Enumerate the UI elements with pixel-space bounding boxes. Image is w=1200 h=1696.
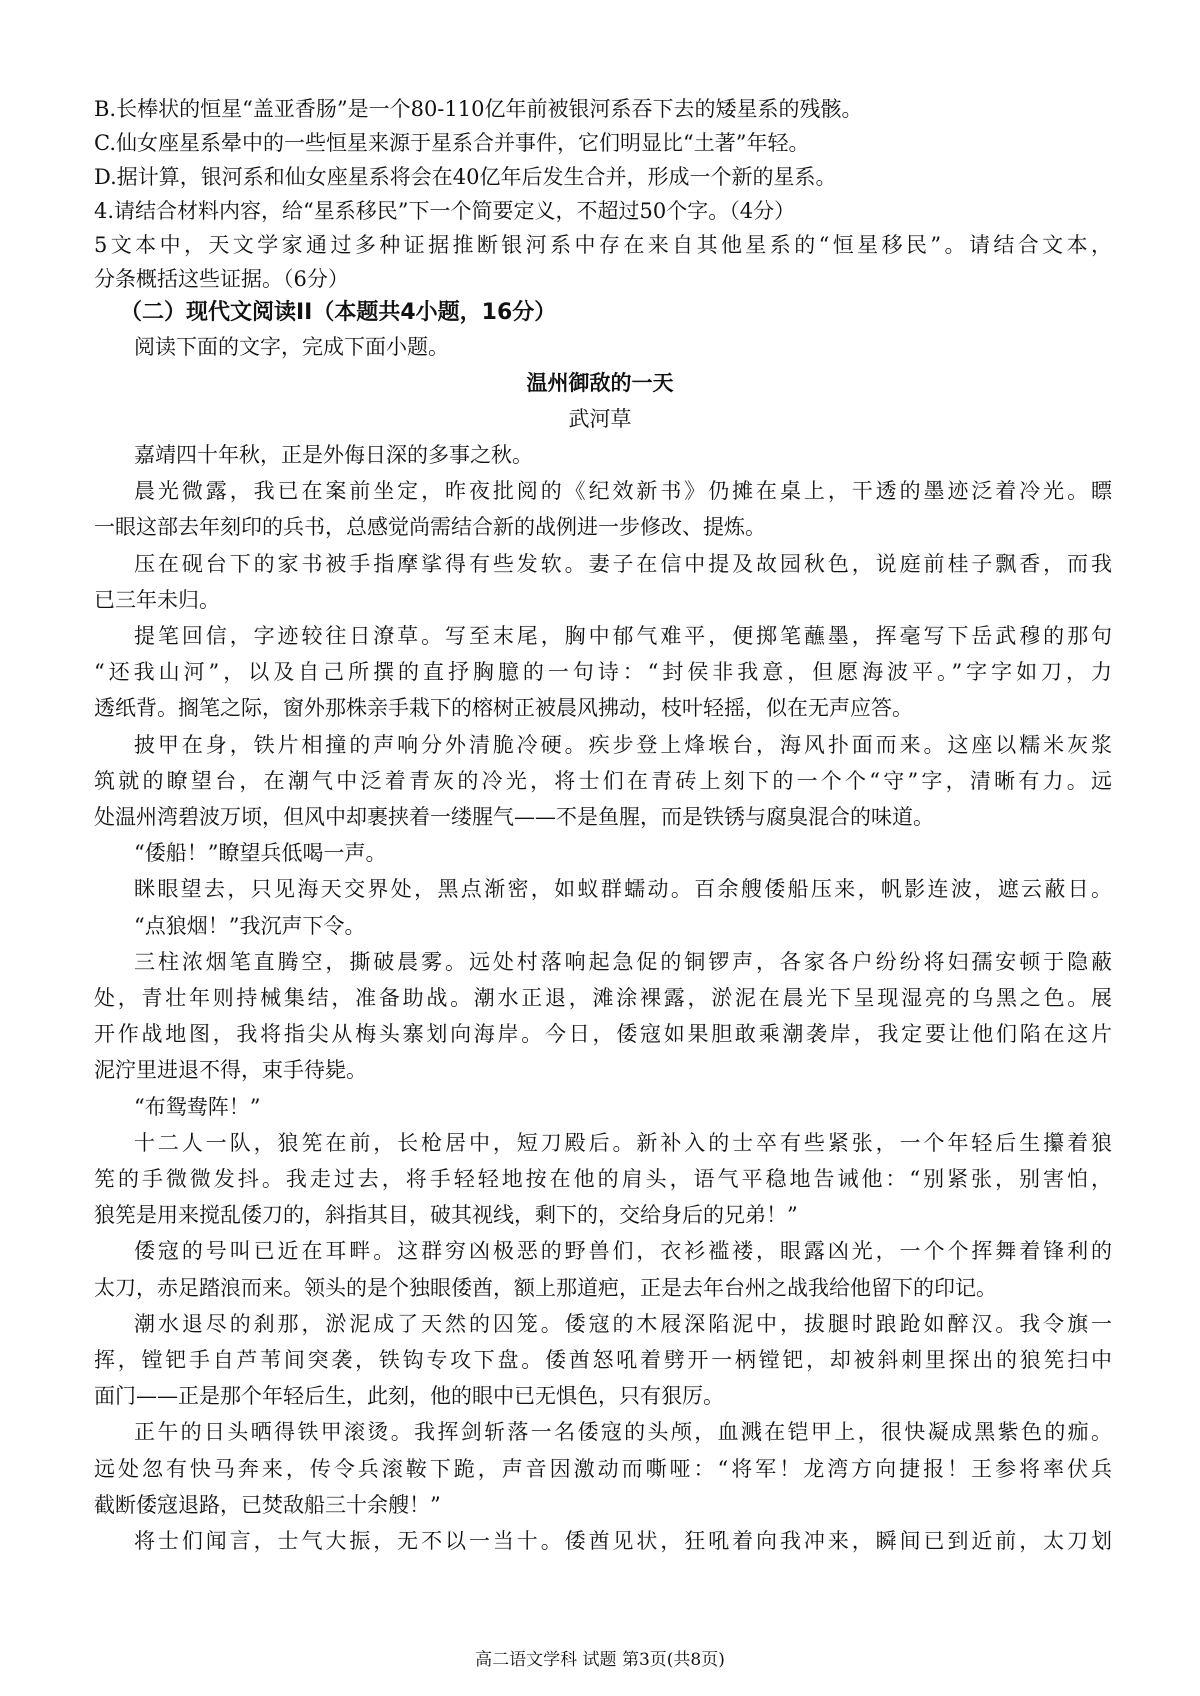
article-line: 压在砚台下的家书被手指摩挲得有些发软。妻子在信中提及故园秋色，说庭前桂子飘香，而我 — [134, 552, 1112, 576]
question-5-line-2: 分条概括这些证据。（6分） — [94, 267, 349, 291]
article-line: 提笔回信，字迹较往日潦草。写至末尾，胸中郁气难平，便掷笔蘸墨，挥毫写下岳武穆的那句 — [134, 624, 1112, 648]
article-line: “倭船！”瞭望兵低喝一声。 — [134, 841, 387, 865]
article-line: 潮水退尽的刹那，淤泥成了天然的囚笼。倭寇的木屐深陷泥中，拔腿时踉跄如醉汉。我令旗一 — [134, 1312, 1112, 1336]
article-line: 晨光微露，我已在案前坐定，昨夜批阅的《纪效新书》仍摊在桌上，干透的墨迹泛着冷光。瞟 — [134, 479, 1112, 503]
article-line: 处温州湾碧波万顷，但风中却裹挟着一缕腥气——不是鱼腥，而是铁锈与腐臭混合的味道。 — [94, 805, 934, 829]
article-line: 远处忽有快马奔来，传令兵滚鞍下跪，声音因激动而嘶哑：“将军！龙湾方向捷报！王参将率伏兵 — [94, 1457, 1112, 1481]
article-line: “点狼烟！”我沉声下令。 — [134, 914, 366, 938]
article-line: 挥，镗钯手自芦苇间突袭，铁钩专攻下盘。倭酋怒吼着劈开一柄镗钯，却被斜刺里探出的狼筅扫中 — [94, 1348, 1112, 1372]
article-title: 温州御敌的一天 — [526, 371, 674, 395]
article-line: 将士们闻言，士气大振，无不以一当十。倭酋见状，狂吼着向我冲来，瞬间已到近前，太刀划 — [134, 1529, 1112, 1553]
section-instruction: 阅读下面的文字，完成下面小题。 — [134, 335, 449, 359]
article-line: 截断倭寇退路，已焚敌船三十余艘！” — [94, 1493, 441, 1517]
article-line: 泥泞里进退不得，束手待毙。 — [94, 1058, 367, 1082]
article-line: 一眼这部去年刻印的兵书，总感觉尚需结合新的战例进一步修改、提炼。 — [94, 515, 766, 539]
article-line: 正午的日头晒得铁甲滚烫。我挥剑斩落一名倭寇的头颅，血溅在铠甲上，很快凝成黑紫色的痂。 — [134, 1420, 1112, 1444]
option-c: C.仙女座星系晕中的一些恒星来源于星系合并事件，它们明显比“土著”年轻。 — [94, 131, 810, 155]
question-4: 4.请结合材料内容，给“星系移民”下一个简要定义，不超过50个字。（4分） — [94, 199, 796, 223]
article-line: 筑就的瞭望台，在潮气中泛着青灰的冷光，将士们在青砖上刻下的一个个“守”字，清晰有力。远 — [94, 769, 1112, 793]
question-5-line-1: 5文本中，天文学家通过多种证据推断银河系中存在来自其他星系的“恒星移民”。请结合文本， — [94, 233, 1112, 257]
page-footer: 高二语文学科 试题 第3页(共8页) — [475, 1650, 725, 1670]
article-line: 眯眼望去，只见海天交界处，黑点渐密，如蚁群蠕动。百余艘倭船压来，帆影连波，遮云蔽日。 — [134, 877, 1112, 901]
option-b: B.长棒状的恒星“盖亚香肠”是一个80-110亿年前被银河系吞下去的矮星系的残骸。 — [94, 97, 863, 121]
section-heading: （二）现代文阅读II（本题共4小题，16分） — [120, 300, 557, 325]
article-line: 面门——正是那个年轻后生，此刻，他的眼中已无惧色，只有狠厉。 — [94, 1384, 724, 1408]
article-line: “还我山河”，以及自己所撰的直抒胸臆的一句诗：“封侯非我意，但愿海波平。”字字如刀，力 — [94, 660, 1112, 684]
article-line: 已三年未归。 — [94, 588, 220, 612]
article-line: 三柱浓烟笔直腾空，撕破晨雾。远处村落响起急促的铜锣声，各家各户纷纷将妇孺安顿于隐蔽 — [134, 950, 1112, 974]
article-line: 太刀，赤足踏浪而来。领头的是个独眼倭酋，额上那道疤，正是去年台州之战我给他留下的印记。 — [94, 1276, 997, 1300]
option-d: D.据计算，银河系和仙女座星系将会在40亿年后发生合并，形成一个新的星系。 — [94, 165, 837, 189]
article-line: 狼筅是用来搅乱倭刀的，斜指其目，破其视线，剩下的，交给身后的兄弟！” — [94, 1203, 798, 1227]
article-line: 开作战地图，我将指尖从梅头寨划向海岸。今日，倭寇如果胆敢乘潮袭岸，我定要让他们陷在这片 — [94, 1022, 1112, 1046]
article-line: 处，青壮年则持械集结，准备助战。潮水正退，滩涂裸露，淤泥在晨光下呈现湿亮的乌黑之色。展 — [94, 986, 1112, 1010]
article-line: 筅的手微微发抖。我走过去，将手轻轻地按在他的肩头，语气平稳地告诫他：“别紧张，别害怕， — [94, 1167, 1112, 1191]
article-author: 武河草 — [568, 407, 632, 431]
article-line: “布鸳鸯阵！” — [134, 1095, 261, 1119]
article-line: 披甲在身，铁片相撞的声响分外清脆冷硬。疾步登上烽堠台，海风扑面而来。这座以糯米灰浆 — [134, 733, 1112, 757]
article-line: 倭寇的号叫已近在耳畔。这群穷凶极恶的野兽们，衣衫褴褛，眼露凶光，一个个挥舞着锋利的 — [134, 1239, 1112, 1263]
article-line: 透纸背。搁笔之际，窗外那株亲手栽下的榕树正被晨风拂动，枝叶轻摇，似在无声应答。 — [94, 696, 913, 720]
article-line: 十二人一队，狼筅在前，长枪居中，短刀殿后。新补入的士卒有些紧张，一个年轻后生攥着狼 — [134, 1131, 1112, 1155]
article-line: 嘉靖四十年秋，正是外侮日深的多事之秋。 — [134, 443, 533, 467]
